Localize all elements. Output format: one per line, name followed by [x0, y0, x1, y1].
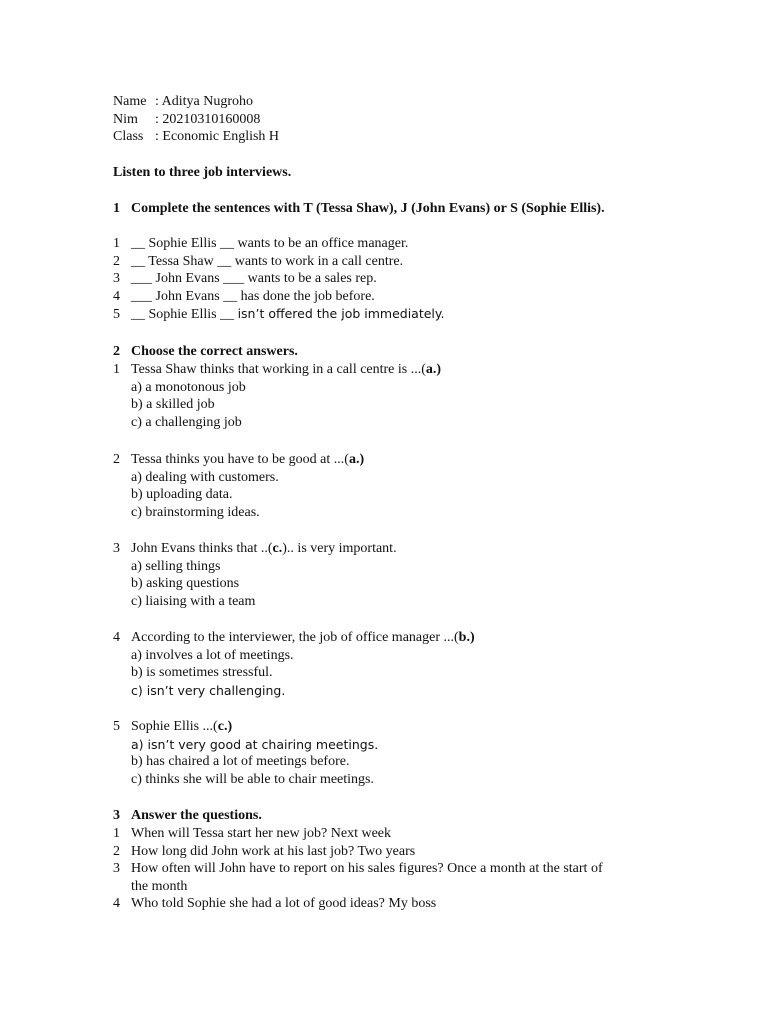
question-text: [113, 361, 673, 379]
item-text: How long did John work at his last job? Two years: [131, 843, 416, 859]
student-info: [113, 93, 673, 146]
item-text: ___ John Evans ___ wants to be a sales rep.: [131, 271, 377, 287]
option: a) selling things: [131, 558, 221, 574]
answer: a.: [348, 452, 360, 467]
option: a) a monotonous job: [131, 379, 246, 395]
answer: b.: [458, 630, 470, 645]
item-number: 3: [113, 271, 120, 287]
item-number: 2: [113, 843, 120, 859]
section1-list: [113, 235, 673, 323]
question-number: 5: [113, 719, 120, 734]
option: c) thinks she will be able to chair meetings.: [131, 771, 374, 787]
section2-title: [113, 343, 673, 361]
nim-label: Nim: [113, 111, 138, 127]
option: c) a challenging job: [131, 414, 242, 430]
question-text: [113, 629, 673, 647]
question-4: [113, 629, 673, 699]
intro-heading: Listen to three job interviews.: [113, 165, 292, 180]
name-row: [113, 93, 673, 111]
item-text: ___ John Evans __ has done the job before.: [131, 288, 375, 304]
question-2: [113, 451, 673, 521]
item-number: 5: [113, 307, 120, 323]
list-item: [113, 253, 673, 271]
option: a) dealing with customers.: [131, 469, 279, 485]
item-number: 2: [113, 253, 120, 269]
class-value: : Economic English H: [155, 129, 280, 145]
item-number: 4: [113, 896, 120, 912]
section2-title-text: Choose the correct answers.: [131, 344, 298, 359]
question-text: [113, 718, 673, 736]
section2-number: 2: [113, 344, 120, 359]
item-number: 1: [113, 236, 120, 251]
item-text-continuation: isn’t offered the job immediately.: [237, 306, 445, 322]
option: b) is sometimes stressful.: [131, 665, 273, 681]
item-number: 1: [113, 826, 120, 841]
section1-number: 1: [113, 201, 120, 216]
question-number: 1: [113, 362, 120, 377]
option: b) has chaired a lot of meetings before.: [131, 754, 350, 770]
question-text: [113, 540, 673, 558]
option: a) involves a lot of meetings.: [131, 647, 294, 663]
question-stem: Sophie Ellis ...(: [131, 719, 218, 734]
list-item: [113, 270, 673, 288]
list-item: [113, 235, 673, 253]
question-3: [113, 540, 673, 610]
item-text: How often will John have to report on his sales figures? Once a month at the start of: [131, 861, 603, 877]
option: c) isn’t very challenging.: [131, 682, 286, 698]
question-number: 2: [113, 452, 120, 467]
question-text: [113, 451, 673, 469]
answer: a.: [425, 362, 437, 377]
name-label: Name: [113, 94, 147, 109]
question-stem: John Evans thinks that ..(: [131, 541, 273, 556]
item-text: __ Sophie Ellis __ wants to be an office manager.: [131, 236, 409, 251]
question-number: 3: [113, 541, 120, 556]
question-close: ): [436, 362, 442, 377]
question-stem: Tessa Shaw thinks that working in a call centre is ...(: [131, 362, 426, 377]
class-row: [113, 128, 673, 146]
answer: c.: [217, 719, 228, 734]
question-5: [113, 718, 673, 788]
question-number: 4: [113, 630, 120, 645]
item-number: 3: [113, 861, 120, 877]
question-1: [113, 361, 673, 431]
item-text: __ Tessa Shaw __ wants to work in a call centre.: [131, 253, 404, 269]
question-close: ).. is very important.: [282, 541, 397, 556]
section3-title-text: Answer the questions.: [131, 808, 262, 823]
question-stem: According to the interviewer, the job of office manager ...(: [131, 630, 459, 645]
question-close: ): [359, 452, 365, 467]
option: b) a skilled job: [131, 397, 215, 413]
option: b) uploading data.: [131, 487, 233, 503]
class-label: Class: [113, 129, 144, 145]
item-text: When will Tessa start her new job? Next week: [131, 826, 392, 841]
nim-row: [113, 111, 673, 129]
list-item: [113, 895, 673, 913]
list-item: [113, 843, 673, 861]
section3-title: [113, 807, 673, 825]
question-stem: Tessa thinks you have to be good at ...(: [131, 452, 349, 467]
list-item: [113, 825, 673, 843]
option: c) liaising with a team: [131, 593, 256, 609]
item-text: Who told Sophie she had a lot of good ideas? My boss: [131, 896, 437, 912]
question-close: ): [469, 630, 475, 645]
section3-number: 3: [113, 808, 120, 823]
list-item: [113, 305, 673, 323]
list-item: [113, 288, 673, 306]
nim-value: : 20210310160008: [155, 111, 261, 127]
section1-title-text: Complete the sentences with T (Tessa Shaw), J (John Evans) or S (Sophie Ellis).: [131, 201, 605, 216]
option: b) asking questions: [131, 576, 240, 592]
item-text: __ Sophie Ellis __: [131, 307, 235, 323]
answer: c.: [272, 541, 283, 556]
section1-title: [113, 200, 673, 218]
name-value: : Aditya Nugroho: [155, 94, 253, 109]
list-item: [113, 860, 673, 878]
section3-list: [113, 825, 673, 913]
question-close: ): [227, 719, 233, 734]
option: a) isn’t very good at chairing meetings.: [131, 736, 379, 752]
item-text-continuation: the month: [131, 878, 188, 894]
option: c) brainstorming ideas.: [131, 504, 260, 520]
item-number: 4: [113, 288, 120, 304]
